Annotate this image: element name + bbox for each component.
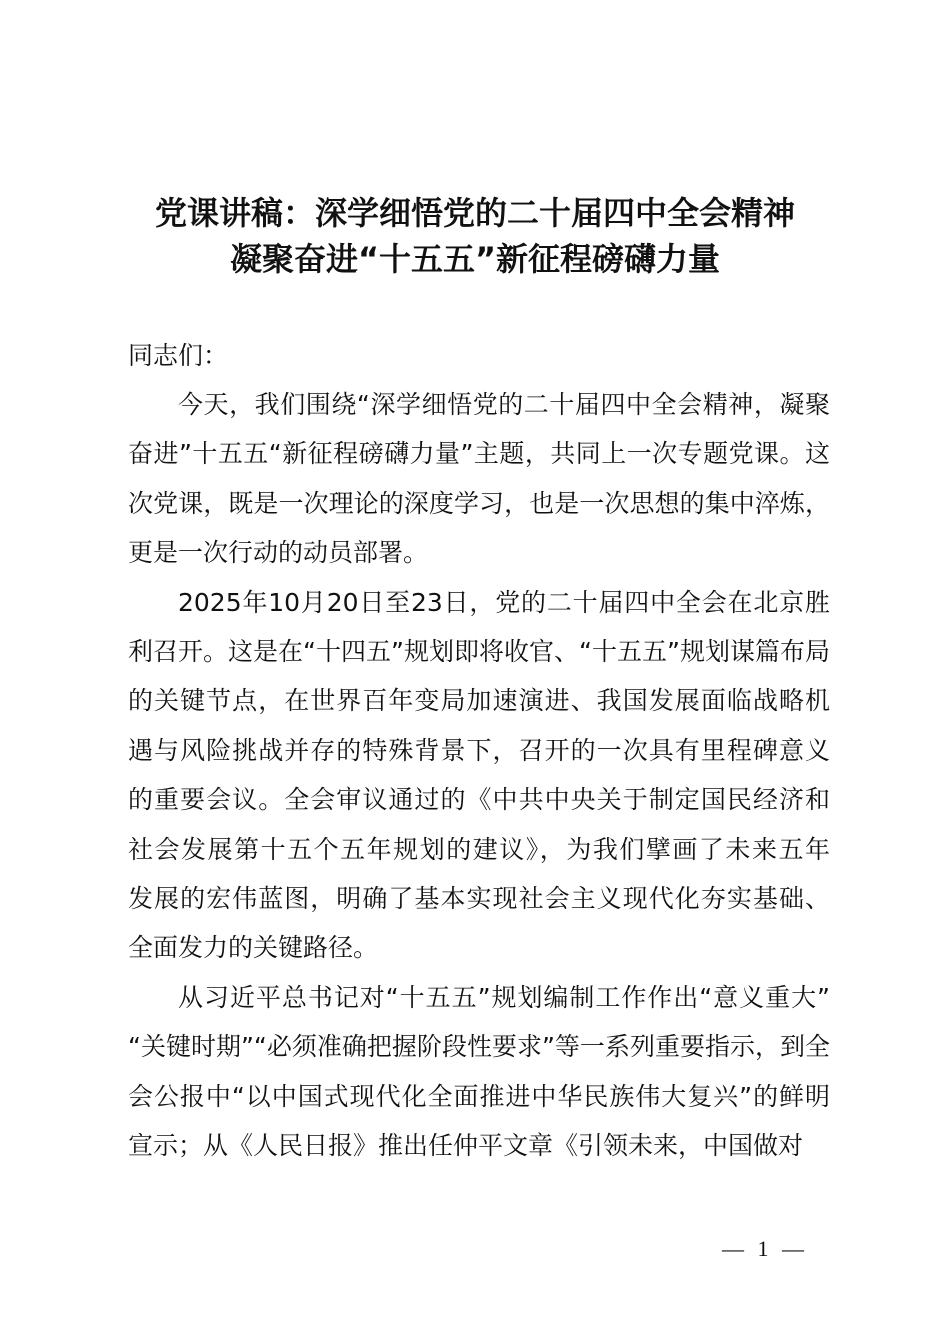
page-number: — 1 — (722, 1236, 808, 1261)
paragraph-line: 从习近平总书记对“十五五”规划编制工作作出“意义重大” (178, 983, 830, 1012)
paragraph-line: 的关键节点，在世界百年变局加速演进、我国发展面临战略机 (128, 686, 830, 715)
paragraph-line: 利召开。这是在“十四五”规划即将收官、“十五五”规划谋篇布局 (128, 637, 830, 666)
paragraph-line: 2025年10月20日至23日，党的二十届四中全会在北京胜 (178, 588, 830, 617)
paragraph-line: 今天，我们围绕“深学细悟党的二十届四中全会精神，凝聚 (178, 390, 830, 419)
salutation: 同志们： (128, 341, 229, 370)
paragraph-line: 奋进”十五五“新征程磅礴力量”主题，共同上一次专题党课。这 (128, 439, 830, 468)
paragraph-line: 全面发力的关键路径。 (128, 933, 379, 962)
paragraph-line: 会公报中“以中国式现代化全面推进中华民族伟大复兴”的鲜明 (128, 1082, 830, 1111)
paragraph-line: 更是一次行动的动员部署。 (128, 538, 429, 567)
title-line-1: 党课讲稿：深学细悟党的二十届四中全会精神 (154, 194, 795, 232)
paragraph-line: 的重要会议。全会审议通过的《中共中央关于制定国民经济和 (128, 785, 830, 814)
paragraph-line: 次党课，既是一次理论的深度学习，也是一次思想的集中淬炼， (128, 489, 830, 518)
paragraph-line: 宣示；从《人民日报》推出任仲平文章《引领未来，中国做对 (128, 1131, 804, 1160)
paragraph-line: “关键时期”“必须准确把握阶段性要求”等一系列重要指示，到全 (128, 1032, 830, 1061)
paragraph-line: 发展的宏伟蓝图，明确了基本实现社会主义现代化夯实基础、 (128, 884, 830, 913)
paragraph-line: 社会发展第十五个五年规划的建议》，为我们擘画了未来五年 (128, 835, 830, 864)
paragraph-line: 遇与风险挑战并存的特殊背景下，召开的一次具有里程碑意义 (128, 736, 830, 765)
title-line-2: 凝聚奋进“十五五”新征程磅礴力量 (229, 240, 721, 278)
